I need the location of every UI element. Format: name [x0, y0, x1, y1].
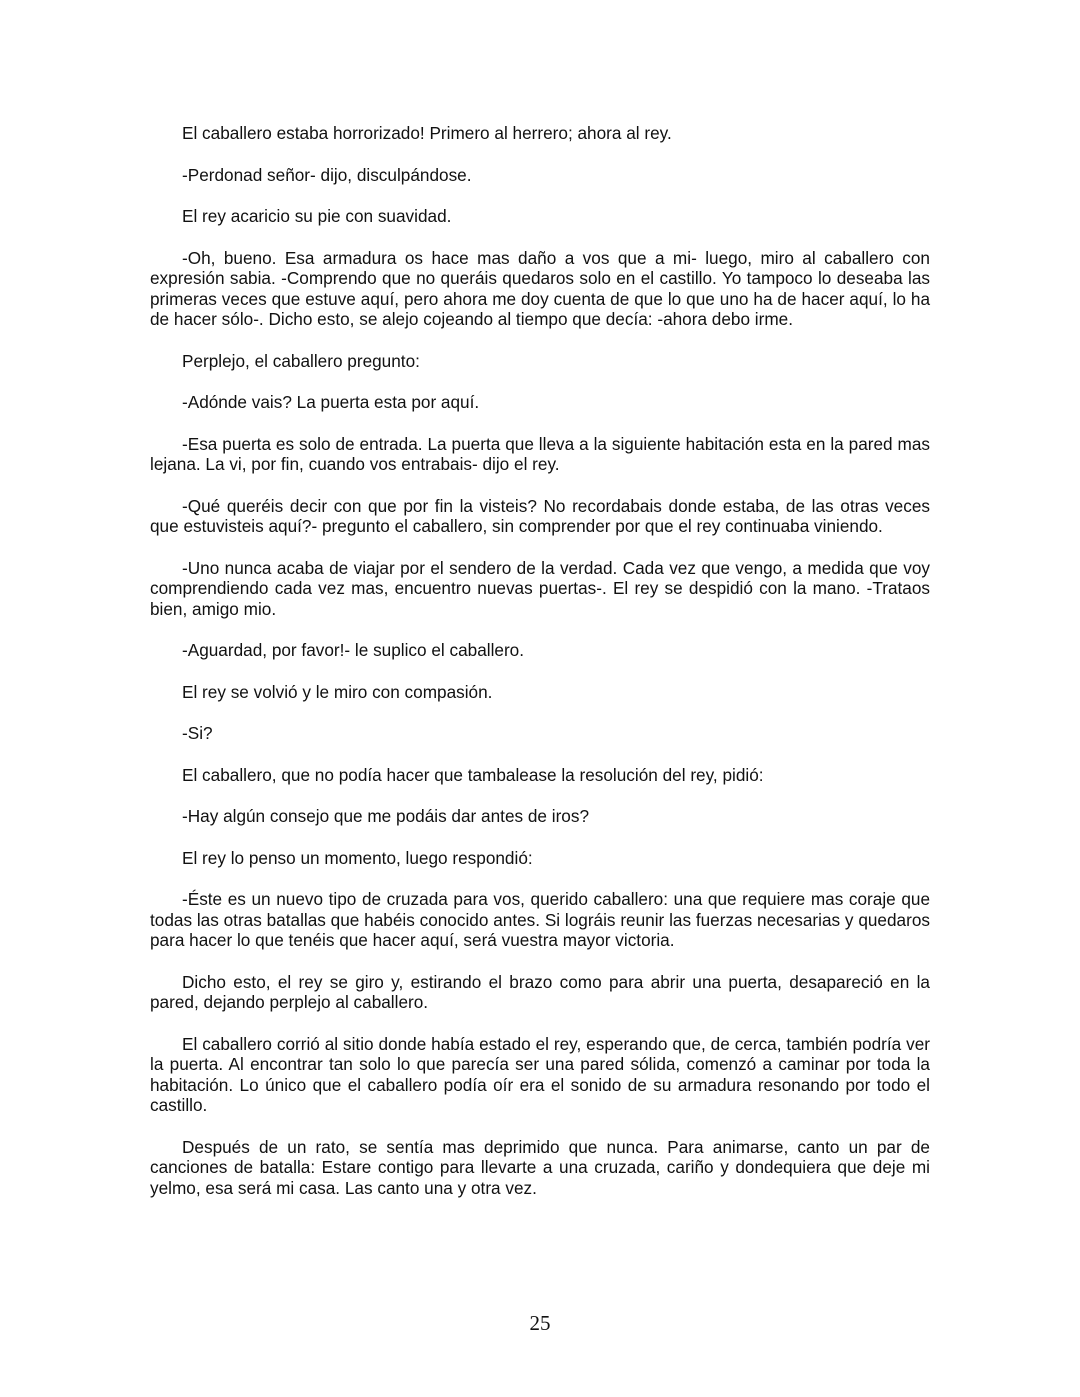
paragraph: -Uno nunca acaba de viajar por el sendero de la verdad. Cada vez que vengo, a medida que voy comprendiendo cada vez mas, encuentro nuevas puertas-. El rey se despidió con la mano. -Trataos bien, amigo mio. [150, 557, 930, 619]
paragraph: El rey se volvió y le miro con compasión. [182, 681, 493, 702]
paragraph: -Hay algún consejo que me podáis dar antes de iros? [182, 806, 590, 826]
paragraph: -Qué queréis decir con que por fin la visteis? No recordabais donde estaba, de las otras veces que estuvisteis aquí?- pregunto el caballero, sin comprender por que el rey continuaba viniendo. [150, 495, 930, 536]
paragraph: Dicho esto, el rey se giro y, estirando el brazo como para abrir una puerta, desapareció en la pared, dejando perplejo al caballero. [150, 971, 930, 1012]
paragraph: Perplejo, el caballero pregunto: [182, 350, 420, 371]
page-body [150, 123, 930, 1219]
paragraph: El caballero corrió al sitio donde había estado el rey, esperando que, de cerca, también podría ver la puerta. Al encontrar tan solo lo que parecía ser una pared sólida, comenzó a caminar por toda la habitación. Lo único que el caballero podía oír era el sonido de su armadura resonando por todo el castillo. [150, 1033, 930, 1115]
paragraph: -Esa puerta es solo de entrada. La puerta que lleva a la siguiente habitación esta en la pared mas lejana. La vi, por fin, cuando vos entrabais- dijo el rey. [150, 433, 930, 474]
paragraph: -Adónde vais? La puerta esta por aquí. [182, 392, 480, 412]
paragraph: -Aguardad, por favor!- le suplico el caballero. [182, 640, 525, 660]
paragraph: El caballero estaba horrorizado! Primero al herrero; ahora al rey. [182, 123, 672, 143]
page-number: 25 [529, 1311, 551, 1335]
paragraph: -Si? [182, 723, 213, 743]
paragraph: El rey lo penso un momento, luego respondió: [182, 847, 533, 868]
paragraph: -Éste es un nuevo tipo de cruzada para vos, querido caballero: una que requiere mas coraje que todas las otras batallas que habéis conocido antes. Si lográis reunir las fuerzas necesarias y quedaros para hacer lo que tenéis que hacer aquí, será vuestra mayor victoria. [150, 889, 930, 950]
paragraph: -Perdonad señor- dijo, disculpándose. [182, 164, 472, 185]
paragraph: El caballero, que no podía hacer que tambalease la resolución del rey, pidió: [182, 764, 764, 785]
paragraph: -Oh, bueno. Esa armadura os hace mas daño a vos que a mi- luego, miro al caballero con expresión sabia. -Comprendo que no queráis quedaros solo en el castillo. Yo tampoco lo deseaba las primeras veces que estuve aquí, pero ahora me doy cuenta de que lo que uno ha de hacer aquí, lo ha de hacer sólo-. Dicho esto, se alejo cojeando al tiempo que decía: -ahora debo irme. [150, 247, 930, 329]
paragraph: Después de un rato, se sentía mas deprimido que nunca. Para animarse, canto un par de canciones de batalla: Estare contigo para llevarte a una cruzada, cariño y dondequiera que deje mi yelmo, esa será mi casa. Las canto una y otra vez. [150, 1136, 930, 1198]
paragraph: El rey acaricio su pie con suavidad. [182, 206, 452, 226]
